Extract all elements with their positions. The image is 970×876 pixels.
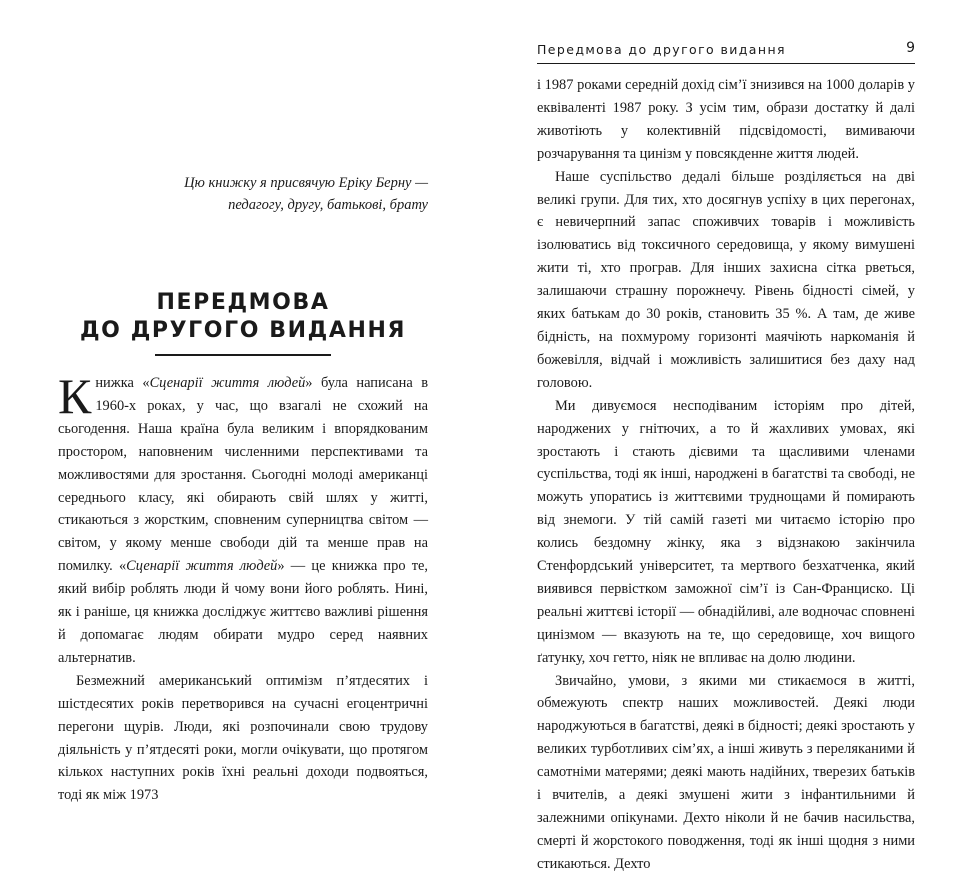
book-title-italic: Сценарії життя людей (149, 375, 306, 391)
right-page (485, 0, 970, 872)
chapter-title (58, 289, 428, 345)
paragraph-society: Наше суспільство дедалі більше розділяється на дві великі групи. Для тих, хто досягнув успіху в цих перегонах, є невичерпний запас споживчих товарів і можливість ізолюватись від токсичного середовища, у якому вимушені жити ті, хто програв. Для інших захисна сітка рветься, залишаючи страшну порожнечу. Рівень бідності сімей, у яких батькам до 30 років, становить 35 %. А там, де живе бідність, на похмурому горизонті маячіють наркоманія й божевілля, відчай і можливість залишитися без даху над головою. (537, 168, 915, 391)
paragraph-1 (58, 368, 429, 670)
chapter-title-line-1: ПЕРЕДМОВА (156, 290, 330, 315)
paragraph-stories: Ми дивуємося несподіваним історіям про дітей, народжених у гнітючих, а то й жахливих умовах, які зростають і стають дієвими та щасливими членами суспільства, тоді як інші, народжені в багатстві та свободі, не можуть упоратись із життєвими труднощами й помирають від знемоги. У тій самій газеті ми читаємо історію про колись бездомну жінку, яка з відзнакою закінчила Стенфордський університет, та мертвого безхатченка, який виявився первістком заможної сім’ї із Сан-Франциско. Ці реальні життєві історії — обнадійливі, але водночас сповнені цинізмом — вказують на те, що середовище, хоч вищого ґатунку, хоч гетто, ніяк не впливає на долю людини. (537, 397, 915, 666)
paragraph-2: Безмежний американський оптимізм п’ятдесятих і шістдесятих років перетворився на сучасні егоцентричні перегони щурів. Люди, які розпочинали свою трудову діяльність у п’ятдесяті роки, могли очікувати, що протягом кількох наступних років їхні реальні доходи подвояться, тоді як між 1973 (58, 672, 428, 804)
dedication-line-1: Цю книжку я присвячую Еріку Берну — (184, 175, 428, 191)
paragraph-1-text-a: нижка « (95, 375, 150, 391)
dedication (160, 172, 428, 216)
title-underline (155, 354, 331, 356)
right-body-text (537, 74, 915, 876)
page-number: 9 (906, 40, 915, 56)
left-body-text (58, 368, 429, 807)
running-head-title: Передмова до другого видання (537, 42, 786, 57)
paragraph-1-text-c: » — це книжка про те, який вибір роблять люди й чому вони його роблять. Нині, як і раніше, ця книжка досліджує життєво важливі рішення й допомагає людям обирати мудро серед наявних альтернатив. (58, 558, 429, 666)
paragraph-continued: і 1987 роками середній дохід сім’ї знизився на 1000 доларів у еквіваленті 1987 року. З усім тим, образи достатку й далі животіють у колективній підсвідомості, вимиваючи розчарування та цинізм у повсякденне життя людей. (537, 77, 915, 162)
left-page (0, 0, 485, 804)
paragraph-conditions: Звичайно, умови, з якими ми стикаємося в житті, обмежують спектр наших можливостей. Деякі люди народжуються в багатстві, деякі в бідності; деякі зростають у великих турботливих сім’ях, а інші живуть з переляканими й самотніми матерями; деякі мають надійних, тверезих батьків і вчителів, а деякі змушені жити з інфантильними й залежними опікунами. Дехто ніколи й не бачив насильства, смерті й жорстокого поводження, тоді як інші щодня з ними стикаються. Дехто (537, 672, 915, 872)
book-title-italic-2: Сценарії життя людей (126, 558, 278, 575)
running-head (537, 40, 915, 62)
paragraph-1-text-b: » була написана в 1960-х роках, у час, що взагалі не схожий на сьогодення. Наша країна була великим і впорядкованим простором, наповненим численними перспективами та можливостями для зростання. Сьогодні молоді американці середнього класу, які обирають свій шлях у житті, стикаються з жорстким, сповненим суперництва світом — світом, у якому менше свободи дій та менше прав на помилку. « (58, 375, 428, 575)
dedication-line-2: педагогу, другу, батькові, брату (228, 197, 428, 213)
chapter-title-line-2: ДО ДРУГОГО ВИДАННЯ (79, 318, 407, 343)
drop-cap: К (58, 368, 92, 424)
running-head-rule (537, 63, 915, 64)
